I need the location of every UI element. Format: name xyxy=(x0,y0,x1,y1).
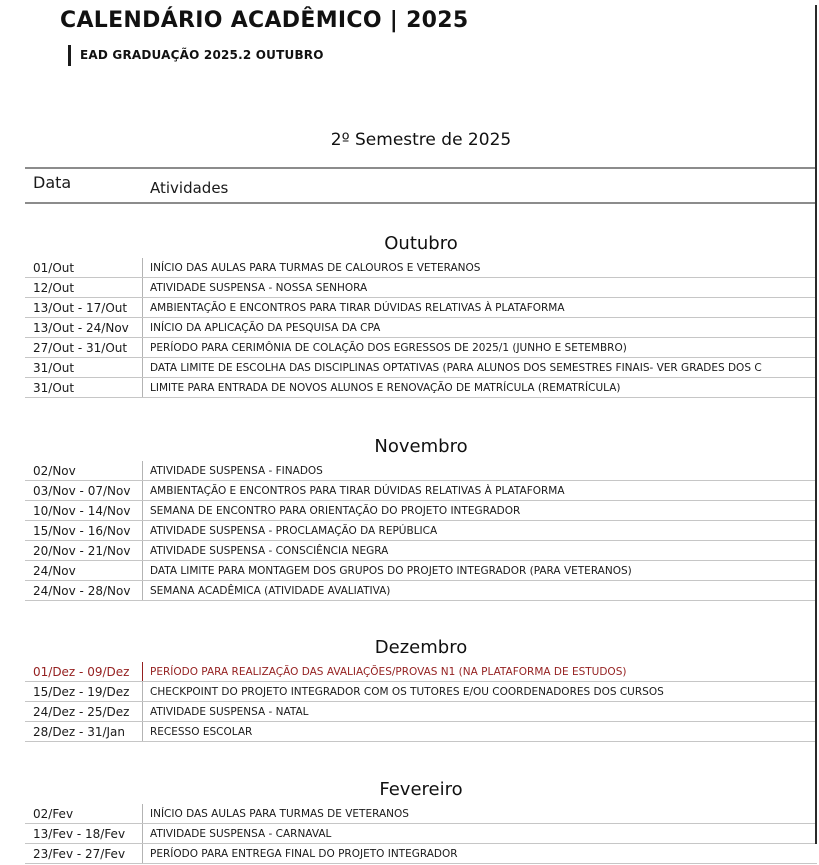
row-activity: PERÍODO PARA REALIZAÇÃO DAS AVALIAÇÕES/PROVAS N1 (NA PLATAFORMA DE ESTUDOS) xyxy=(150,665,627,678)
calendar-row xyxy=(25,804,817,824)
row-date: 23/Fev - 27/Fev xyxy=(25,844,143,863)
row-activity: RECESSO ESCOLAR xyxy=(150,725,253,738)
calendar-row xyxy=(25,298,817,318)
calendar-row xyxy=(25,338,817,358)
column-header-activities: Atividades xyxy=(150,179,229,197)
row-activity: INÍCIO DA APLICAÇÃO DA PESQUISA DA CPA xyxy=(150,321,381,334)
row-date: 13/Fev - 18/Fev xyxy=(25,824,143,843)
calendar-row xyxy=(25,722,817,742)
row-activity: INÍCIO DAS AULAS PARA TURMAS DE VETERANOS xyxy=(150,807,409,820)
row-date: 02/Nov xyxy=(25,461,143,480)
month-section-fevereiro xyxy=(25,779,817,864)
row-date: 02/Fev xyxy=(25,804,143,823)
row-activity: DATA LIMITE DE ESCOLHA DAS DISCIPLINAS OPTATIVAS (PARA ALUNOS DOS SEMESTRES FINAIS- VER GRADES DOS C xyxy=(150,361,762,374)
calendar-row xyxy=(25,682,817,702)
row-date: 31/Out xyxy=(25,378,143,397)
row-date: 10/Nov - 14/Nov xyxy=(25,501,143,520)
row-date: 15/Nov - 16/Nov xyxy=(25,521,143,540)
calendar-row xyxy=(25,501,817,521)
row-date: 24/Nov xyxy=(25,561,143,580)
calendar-row xyxy=(25,561,817,581)
row-date: 28/Dez - 31/Jan xyxy=(25,722,143,741)
calendar-row xyxy=(25,481,817,501)
month-heading: Fevereiro xyxy=(379,779,463,800)
row-activity: ATIVIDADE SUSPENSA - PROCLAMAÇÃO DA REPÚBLICA xyxy=(150,524,438,537)
calendar-row xyxy=(25,844,817,864)
row-activity: ATIVIDADE SUSPENSA - FINADOS xyxy=(150,464,323,477)
row-date: 13/Out - 24/Nov xyxy=(25,318,143,337)
calendar-row xyxy=(25,378,817,398)
page-subtitle: EAD GRADUAÇÃO 2025.2 OUTUBRO xyxy=(68,45,324,66)
month-section-dezembro xyxy=(25,637,817,742)
row-activity: PERÍODO PARA CERIMÔNIA DE COLAÇÃO DOS EGRESSOS DE 2025/1 (JUNHO E SETEMBRO) xyxy=(150,341,627,354)
calendar-row xyxy=(25,461,817,481)
row-activity: SEMANA ACADÊMICA (ATIVIDADE AVALIATIVA) xyxy=(150,584,391,597)
month-section-outubro xyxy=(25,233,817,398)
row-activity: SEMANA DE ENCONTRO PARA ORIENTAÇÃO DO PROJETO INTEGRADOR xyxy=(150,504,521,517)
row-activity: ATIVIDADE SUSPENSA - NATAL xyxy=(150,705,309,718)
row-activity: AMBIENTAÇÃO E ENCONTROS PARA TIRAR DÚVIDAS RELATIVAS À PLATAFORMA xyxy=(150,301,565,314)
row-activity: DATA LIMITE PARA MONTAGEM DOS GRUPOS DO PROJETO INTEGRADOR (PARA VETERANOS) xyxy=(150,564,632,577)
calendar-row xyxy=(25,278,817,298)
row-date: 20/Nov - 21/Nov xyxy=(25,541,143,560)
calendar-row xyxy=(25,824,817,844)
table-header xyxy=(25,167,817,204)
row-date: 15/Dez - 19/Dez xyxy=(25,682,143,701)
row-activity: ATIVIDADE SUSPENSA - CARNAVAL xyxy=(150,827,332,840)
calendar-row xyxy=(25,318,817,338)
page-right-edge-line xyxy=(815,5,817,844)
calendar-row xyxy=(25,581,817,601)
row-activity: AMBIENTAÇÃO E ENCONTROS PARA TIRAR DÚVIDAS RELATIVAS À PLATAFORMA xyxy=(150,484,565,497)
month-heading: Dezembro xyxy=(374,637,468,658)
row-date: 01/Dez - 09/Dez xyxy=(25,662,143,681)
month-heading: Outubro xyxy=(384,233,458,254)
calendar-row xyxy=(25,702,817,722)
calendar-row xyxy=(25,358,817,378)
calendar-row xyxy=(25,662,817,682)
row-date: 12/Out xyxy=(25,278,143,297)
row-date: 13/Out - 17/Out xyxy=(25,298,143,317)
row-activity: ATIVIDADE SUSPENSA - CONSCIÊNCIA NEGRA xyxy=(150,544,389,557)
row-activity: INÍCIO DAS AULAS PARA TURMAS DE CALOUROS E VETERANOS xyxy=(150,261,481,274)
row-date: 01/Out xyxy=(25,258,143,277)
page-title: CALENDÁRIO ACADÊMICO | 2025 xyxy=(60,8,469,33)
row-activity: ATIVIDADE SUSPENSA - NOSSA SENHORA xyxy=(150,281,368,294)
row-date: 03/Nov - 07/Nov xyxy=(25,481,143,500)
row-date: 24/Dez - 25/Dez xyxy=(25,702,143,721)
semester-title: 2º Semestre de 2025 xyxy=(330,130,512,150)
row-date: 27/Out - 31/Out xyxy=(25,338,143,357)
calendar-row xyxy=(25,258,817,278)
month-heading: Novembro xyxy=(374,436,468,457)
row-date: 24/Nov - 28/Nov xyxy=(25,581,143,600)
row-activity: LIMITE PARA ENTRADA DE NOVOS ALUNOS E RENOVAÇÃO DE MATRÍCULA (REMATRÍCULA) xyxy=(150,381,621,394)
calendar-row xyxy=(25,541,817,561)
month-section-novembro xyxy=(25,436,817,601)
row-activity: PERÍODO PARA ENTREGA FINAL DO PROJETO INTEGRADOR xyxy=(150,847,458,860)
column-header-date: Data xyxy=(33,173,72,192)
row-date: 31/Out xyxy=(25,358,143,377)
calendar-row xyxy=(25,521,817,541)
row-activity: CHECKPOINT DO PROJETO INTEGRADOR COM OS TUTORES E/OU COORDENADORES DOS CURSOS xyxy=(150,685,664,698)
